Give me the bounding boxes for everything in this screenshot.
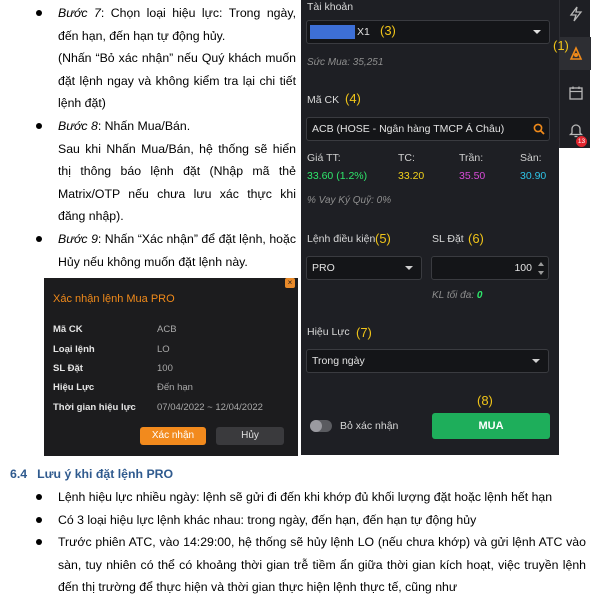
row-value: LO <box>157 344 170 355</box>
dialog-row-quantity <box>53 363 293 379</box>
order-type-select[interactable] <box>306 256 422 280</box>
flash-icon[interactable] <box>568 6 584 22</box>
step-text: : Nhấn Mua/Bán. <box>97 118 191 133</box>
step-text: : Chọn loại hiệu lực: Trong ngày, đến hạn, đến hạn tự động hủy. <box>58 6 296 43</box>
note-text: Lệnh hiệu lực nhiều ngày: lệnh sẽ gửi đi đến khi khớp đủ khối lượng đặt hoặc lệnh hết hạn <box>58 490 553 504</box>
price-floor: 30.90 <box>520 170 547 182</box>
annotation-8: (8) <box>477 393 493 408</box>
annotation-5: (5) <box>375 231 391 246</box>
annotation-3: (3) <box>380 23 396 38</box>
row-value: Đến hạn <box>157 382 193 393</box>
dialog-row-validity-period <box>53 402 293 418</box>
step-label: Bước 8 <box>58 118 98 133</box>
order-type-label: Lệnh điều kiện <box>307 233 376 245</box>
skip-confirm-toggle[interactable] <box>310 420 332 432</box>
validity-value: Trong ngày <box>312 355 365 367</box>
stepper-down-icon[interactable] <box>538 271 544 275</box>
row-value: ACB <box>157 324 177 335</box>
validity-label: Hiệu Lực <box>307 326 350 338</box>
dialog-row-validity <box>53 382 293 398</box>
order-type-value: PRO <box>312 262 335 274</box>
skip-confirm-label: Bỏ xác nhận <box>340 420 399 432</box>
step-text: : Nhấn “Xác nhận” để đặt lệnh, hoặc Hủy nếu không muốn đặt lệnh này. <box>58 231 296 269</box>
section-title: Lưu ý khi đặt lệnh PRO <box>37 467 174 481</box>
bullet-dot <box>36 494 42 500</box>
annotation-7: (7) <box>356 325 372 340</box>
list-item <box>34 531 586 599</box>
symbol-search-input[interactable] <box>306 117 550 141</box>
bullet-dot <box>36 517 42 523</box>
cancel-button[interactable]: Hủy <box>216 427 284 445</box>
account-select[interactable] <box>306 20 550 44</box>
bullet-dot <box>36 236 42 242</box>
section-heading <box>10 467 173 481</box>
quantity-value: 100 <box>514 262 532 274</box>
note-text: Trước phiên ATC, vào 14:29:00, hệ thống sẽ hủy lệnh LO (nếu chưa khớp) và gửi lệnh ATC vào sàn, tuy nhiên có thể có khoảng thời gian trễ tiềm ẩn giữa thời gian kích hoạt, việc truyền lệnh đến thị trường để thực hiện và thời gian thực hiện lệnh thực tế, cũng như <box>58 535 586 595</box>
chevron-down-icon <box>405 266 413 270</box>
symbol-value: ACB (HOSE - Ngân hàng TMCP Á Châu) <box>312 123 505 135</box>
max-quantity-value: 0 <box>476 290 483 301</box>
quantity-label: SL Đặt <box>432 233 464 245</box>
price-head: TC: <box>398 152 415 164</box>
quantity-stepper[interactable] <box>431 256 549 280</box>
account-value: X1 <box>357 26 370 38</box>
confirm-order-dialog <box>44 278 298 456</box>
dialog-title: Xác nhận lệnh Mua PRO <box>53 293 175 305</box>
price-ceiling: 35.50 <box>459 170 486 182</box>
row-label: Hiệu Lực <box>53 382 95 393</box>
order-panel <box>301 0 559 455</box>
step-label: Bước 7 <box>58 6 101 20</box>
row-value: 100 <box>157 363 173 374</box>
margin-rate: % Vay Ký Quỹ: 0% <box>307 195 392 206</box>
price-head: Sàn: <box>520 152 542 164</box>
buy-button[interactable]: MUA <box>432 413 550 439</box>
row-label: SL Đặt <box>53 363 83 374</box>
validity-select[interactable] <box>306 349 549 373</box>
bullet-dot <box>36 123 42 129</box>
step-8 <box>34 115 296 228</box>
step-9 <box>34 228 296 273</box>
list-item <box>34 509 586 532</box>
search-icon[interactable] <box>533 123 545 135</box>
step-7 <box>34 2 296 115</box>
bullet-dot <box>36 539 42 545</box>
section-notes <box>34 486 586 599</box>
annotation-6: (6) <box>468 231 484 246</box>
dialog-row-symbol <box>53 324 293 340</box>
price-reference: 33.20 <box>398 170 425 182</box>
notification-badge: 13 <box>577 138 586 145</box>
stepper-up-icon[interactable] <box>538 262 544 266</box>
annotation-4: (4) <box>345 91 361 106</box>
side-rail <box>559 0 590 148</box>
dialog-row-order-type <box>53 344 293 360</box>
step-label: Bước 9 <box>58 231 98 246</box>
calendar-icon[interactable] <box>568 85 584 101</box>
max-quantity <box>432 290 482 301</box>
symbol-label: Mã CK <box>307 94 340 106</box>
row-label: Loại lệnh <box>53 344 95 355</box>
instruction-steps <box>34 2 296 273</box>
list-item <box>34 486 586 509</box>
account-label: Tài khoản <box>307 1 354 13</box>
bullet-dot <box>36 10 42 16</box>
step-extra: (Nhấn “Bỏ xác nhận” nếu Quý khách muốn đặt lệnh ngay và không kiểm tra lại chi tiết lệnh đặt) <box>58 51 296 111</box>
section-number: 6.4 <box>10 467 28 481</box>
confirm-button[interactable]: Xác nhận <box>140 427 206 445</box>
purchasing-power: Sức Mua: 35,251 <box>307 57 384 68</box>
row-value: 07/04/2022 ~ 12/04/2022 <box>157 402 263 413</box>
chevron-down-icon <box>532 359 540 363</box>
toggle-knob <box>310 420 322 432</box>
note-text: Có 3 loại hiệu lực lệnh khác nhau: trong ngày, đến hạn, đến hạn tự động hủy <box>58 512 477 527</box>
order-book-icon[interactable] <box>568 45 584 61</box>
account-mask <box>310 25 355 39</box>
close-icon[interactable]: × <box>285 278 295 288</box>
row-label: Thời gian hiệu lực <box>53 402 136 413</box>
row-label: Mã CK <box>53 324 83 335</box>
price-head: Trần: <box>459 152 484 164</box>
step-extra: Sau khi Nhấn Mua/Bán, hệ thống sẽ hiển thị thông báo lệnh đặt (Nhập mã thẻ Matrix/OTP nếu chưa lưu xác thực khi đăng nhập). <box>58 141 296 224</box>
chevron-down-icon <box>533 30 541 34</box>
annotation-1: (1) <box>553 38 569 53</box>
max-quantity-label: KL tối đa: <box>432 290 475 301</box>
price-market: 33.60 (1.2%) <box>307 170 368 182</box>
price-head: Giá TT: <box>307 152 341 164</box>
